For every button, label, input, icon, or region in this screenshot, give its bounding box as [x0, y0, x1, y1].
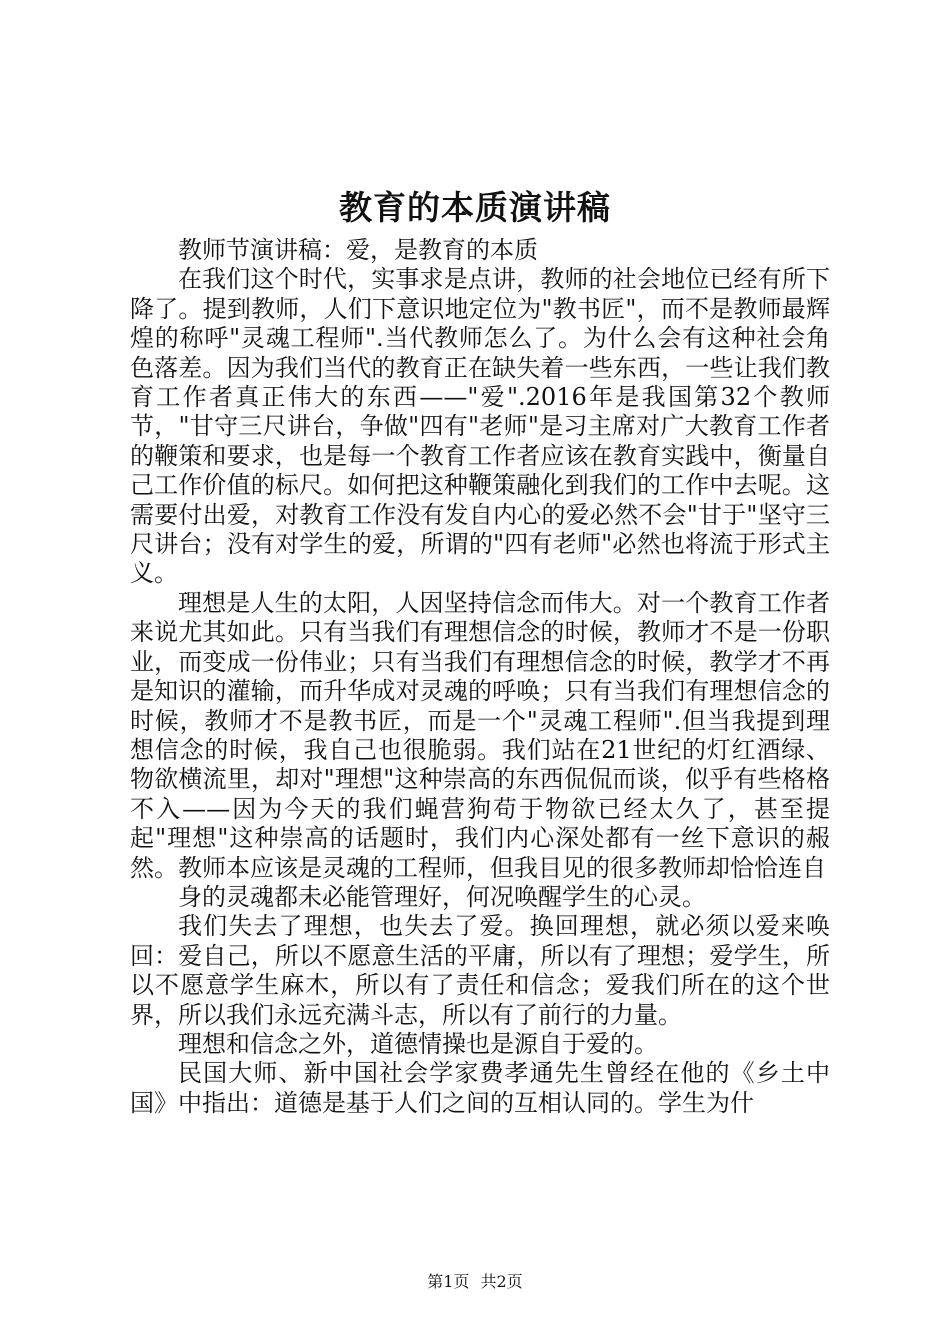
- paragraph: 身的灵魂都未必能管理好，何况唤醒学生的心灵。: [178, 882, 706, 911]
- paragraph: 理想是人生的太阳，人因坚持信念而伟大。对一个教育工作者来说尤其如此。只有当我们有理想信念的时候，教师才不是一份职业，而变成一份伟业；只有当我们有理想信念的时候，教学才不再是知识的灌输，而升华成对灵魂的呼唤；只有当我们有理想信念的时候，教师才不是教书匠，而是一个"灵魂工程师".但当我提到理想信念的时候，我自己也很脆弱。我们站在21世纪的灯红酒绿、物欲横流里，却对"理想"这种崇高的东西侃侃而谈，似乎有些格格不入——因为今天的我们蝇营狗苟于物欲已经太久了，甚至提起"理想"这种崇高的话题时，我们内心深处都有一丝下意识的赧然。教师本应该是灵魂的工程师，但我目见的很多教师却恰恰连自: [130, 588, 830, 882]
- page-footer: [0, 1272, 950, 1292]
- paragraph: 我们失去了理想，也失去了爱。换回理想，就必须以爱来唤回：爱自己，所以不愿意生活的平庸，所以有了理想；爱学生，所以不愿意学生麻木，所以有了责任和信念；爱我们所在的这个世界，所以我们永远充满斗志，所以有了前行的力量。: [130, 912, 830, 1029]
- paragraph: 理想和信念之外，道德情操也是源自于爱的。: [178, 1029, 658, 1058]
- paragraph: 民国大师、新中国社会学家费孝通先生曾经在他的《乡土中国》中指出：道德是基于人们之间的互相认同的。学生为什: [130, 1059, 830, 1117]
- document-title: 教育的本质演讲稿: [339, 188, 611, 227]
- document-body: [130, 236, 830, 1118]
- paragraph-subtitle: 教师节演讲稿：爱，是教育的本质: [178, 236, 538, 264]
- paragraph: 在我们这个时代，实事求是点讲，教师的社会地位已经有所下降了。提到教师，人们下意识地定位为"教书匠"，而不是教师最辉煌的称呼"灵魂工程师".当代教师怎么了。为什么会有这种社会角色落差。因为我们当代的教育正在缺失着一些东西，一些让我们教育工作者真正伟大的东西——"爱".2016年是我国第32个教师节，"甘守三尺讲台，争做"四有"老师"是习主席对广大教育工作者的鞭策和要求，也是每一个教育工作者应该在教育实践中，衡量自己工作价值的标尺。如何把这种鞭策融化到我们的工作中去呢。这需要付出爱，对教育工作没有发自内心的爱必然不会"甘于"坚守三尺讲台；没有对学生的爱，所谓的"四有老师"必然也将流于形式主义。: [130, 265, 830, 588]
- page-number: 第1页: [427, 1272, 470, 1291]
- page-total: 共2页: [480, 1272, 523, 1291]
